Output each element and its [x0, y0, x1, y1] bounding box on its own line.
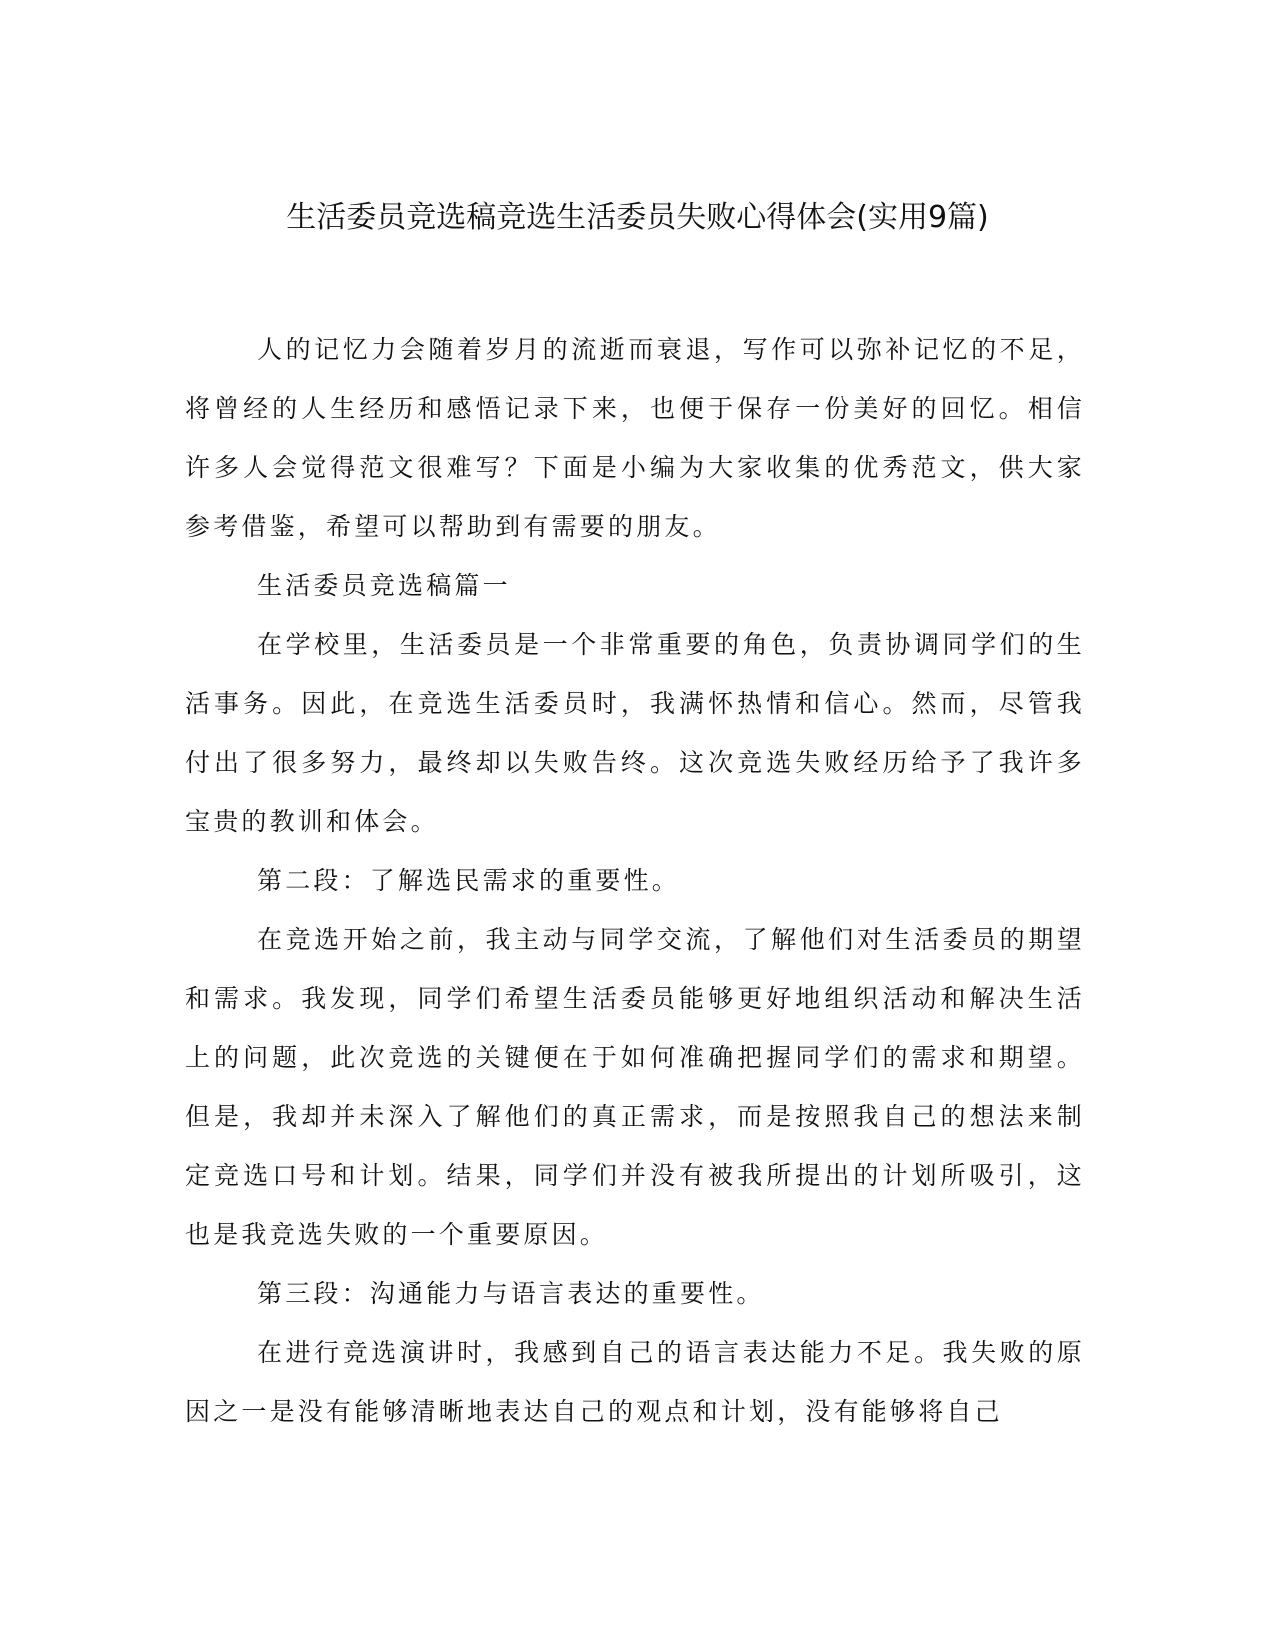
document-title: 生活委员竞选稿竞选生活委员失败心得体会(实用9篇) — [286, 200, 989, 235]
paragraph-3: 在进行竞选演讲时，我感到自己的语言表达能力不足。我失败的原因之一是没有能够清晰地表达自己的观点和计划，没有能够将自己 — [185, 1338, 1085, 1426]
paragraph-1: 在学校里，生活委员是一个非常重要的角色，负责协调同学们的生活事务。因此，在竞选生活委员时，我满怀热情和信心。然而，尽管我付出了很多努力，最终却以失败告终。这次竞选失败经历给予了我许多宝贵的教训和体会。 — [185, 630, 1085, 836]
paragraph-intro: 人的记忆力会随着岁月的流逝而衰退，写作可以弥补记忆的不足，将曾经的人生经历和感悟记录下来，也便于保存一份美好的回忆。相信许多人会觉得范文很难写？下面是小编为大家收集的优秀范文，供大家参考借鉴，希望可以帮助到有需要的朋友。 — [185, 335, 1085, 541]
document-body — [185, 320, 1085, 1441]
section-heading-3: 第三段：沟通能力与语言表达的重要性。 — [257, 1279, 765, 1308]
paragraph-2: 在竞选开始之前，我主动与同学交流，了解他们对生活委员的期望和需求。我发现，同学们希望生活委员能够更好地组织活动和解决生活上的问题，此次竞选的关键便在于如何准确把握同学们的需求和期望。但是，我却并未深入了解他们的真正需求，而是按照我自己的想法来制定竞选口号和计划。结果，同学们并没有被我所提出的计划所吸引，这也是我竞选失败的一个重要原因。 — [185, 925, 1085, 1249]
section-heading-1: 生活委员竞选稿篇一 — [257, 571, 511, 600]
section-heading-2: 第二段：了解选民需求的重要性。 — [257, 866, 681, 895]
